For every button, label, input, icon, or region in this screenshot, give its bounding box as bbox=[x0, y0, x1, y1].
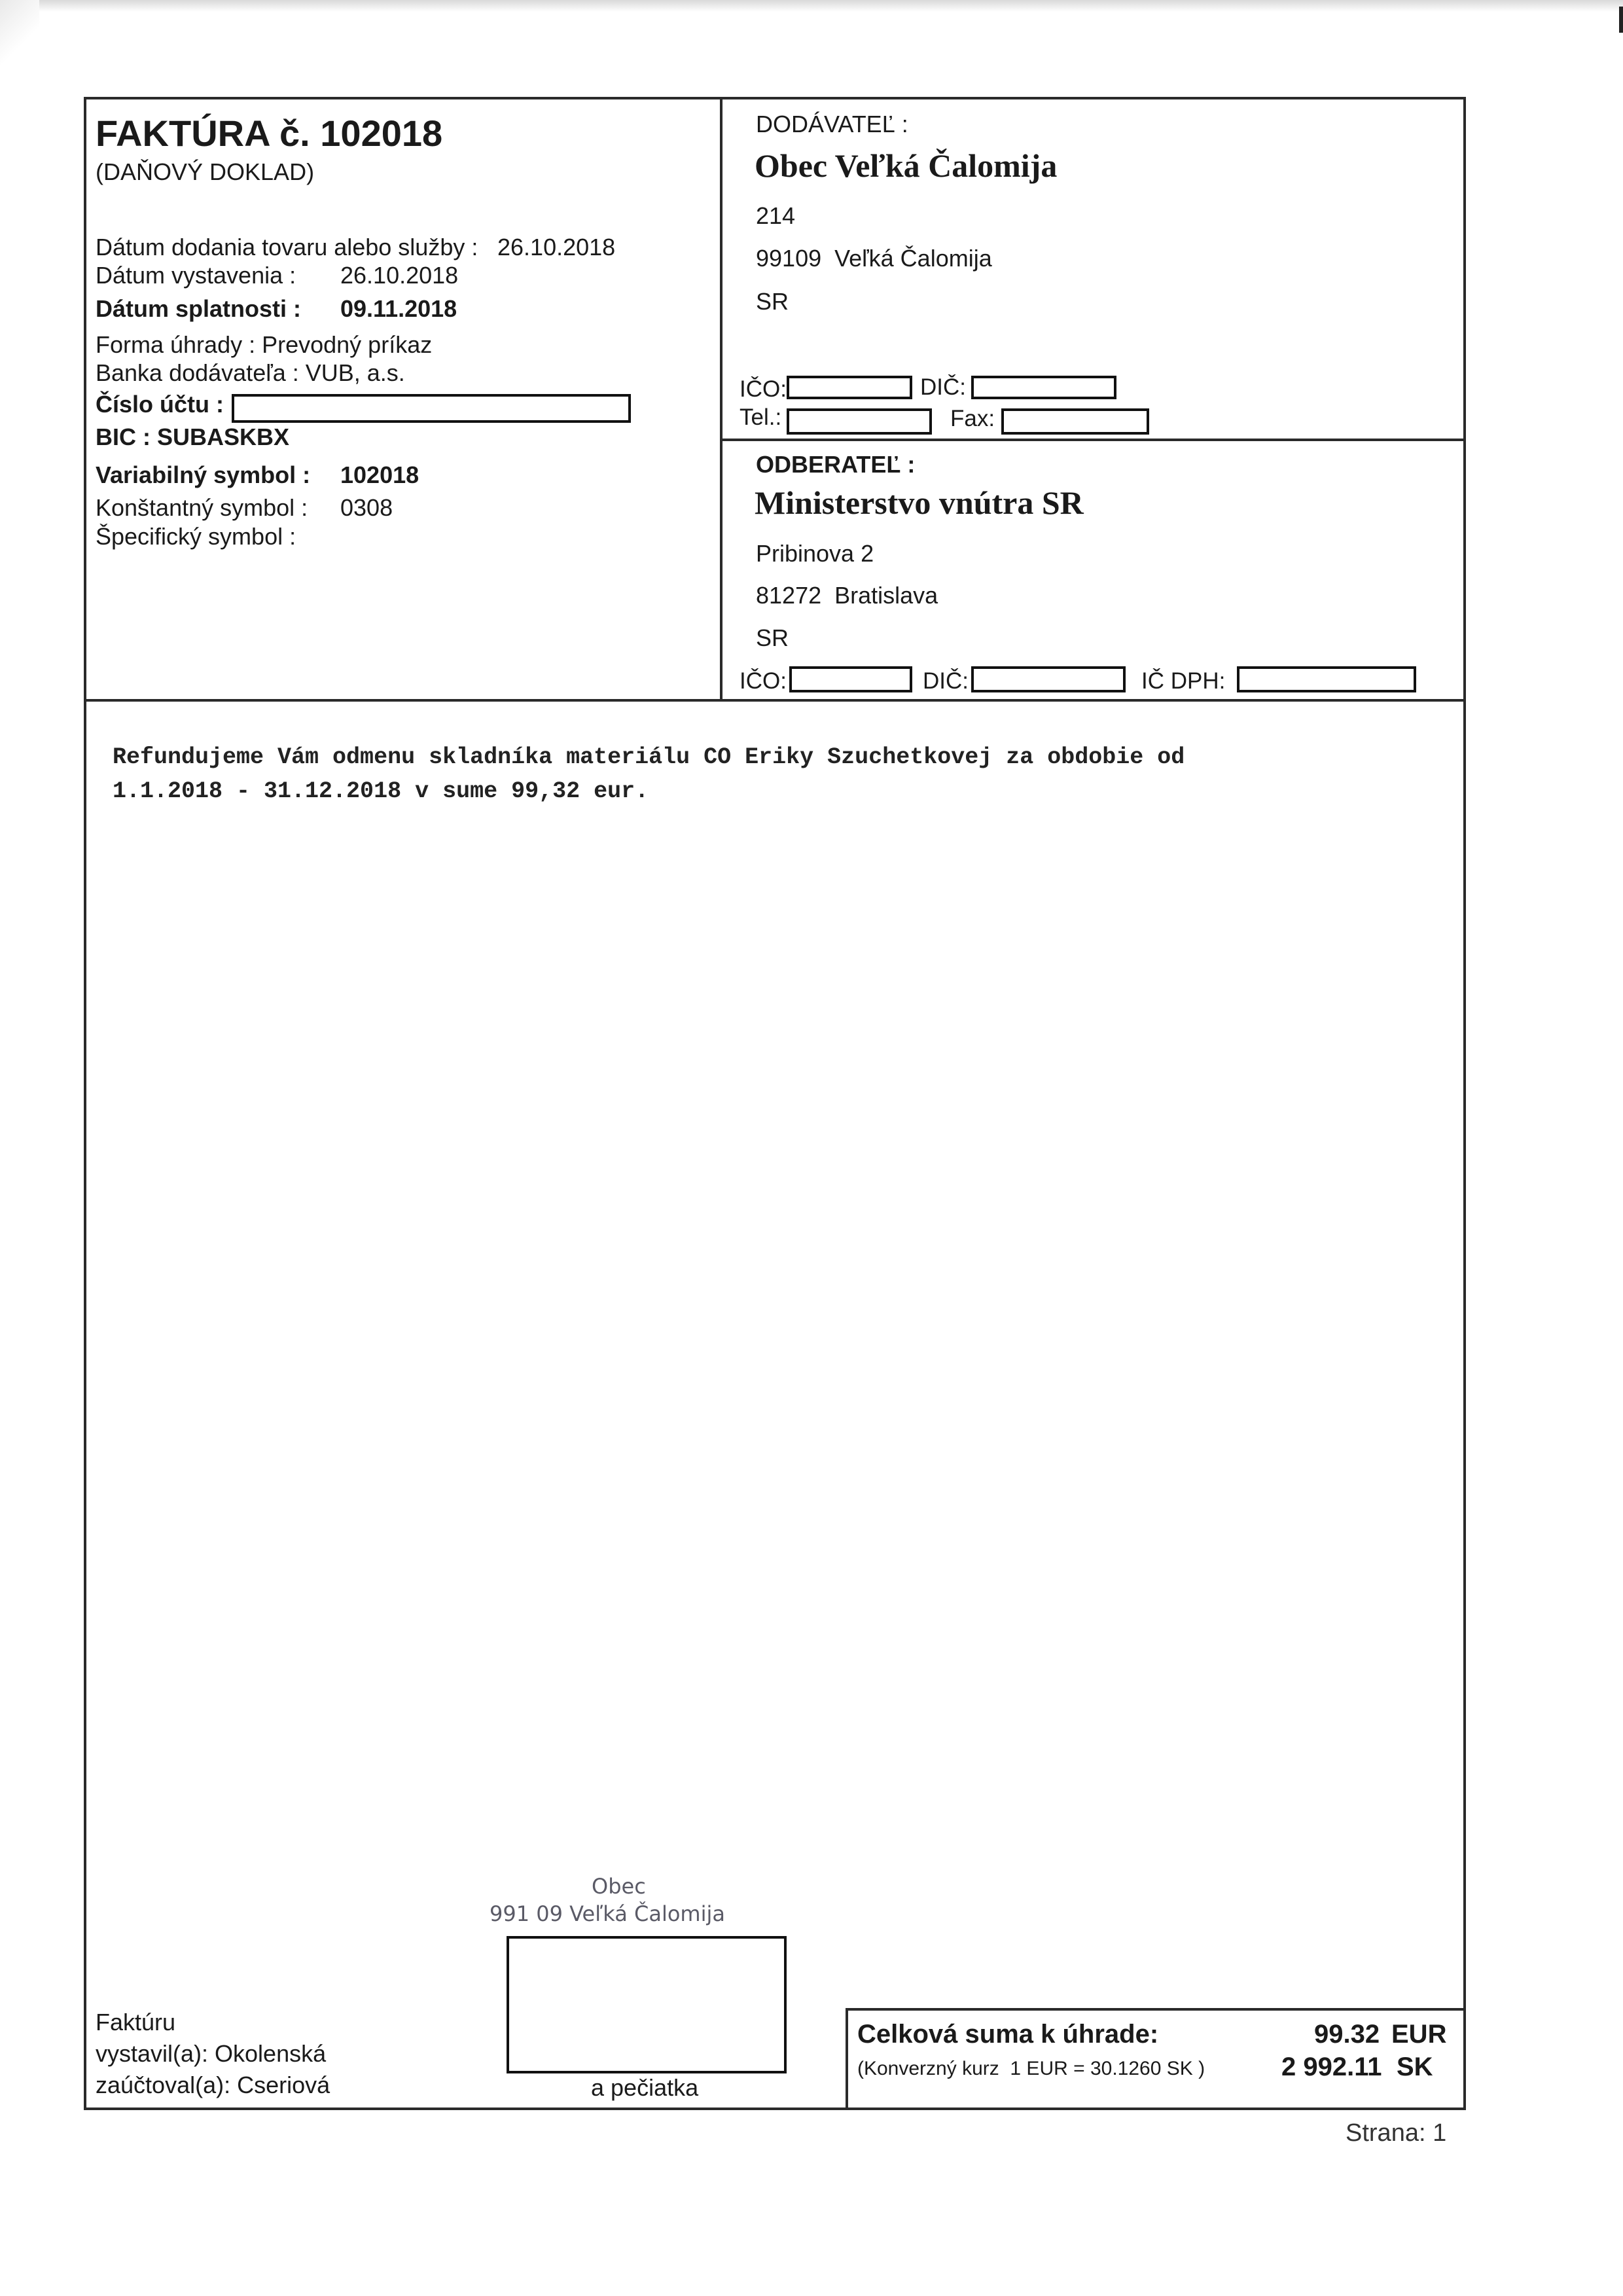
total-eur-currency: EUR bbox=[1391, 2020, 1447, 2049]
constant-symbol-value: 0308 bbox=[340, 494, 393, 521]
supplier-fax-redacted bbox=[1001, 408, 1149, 435]
constant-symbol-label: Konštantný symbol : bbox=[96, 494, 308, 521]
supplier-city: 99109 Veľká Čalomija bbox=[756, 245, 992, 272]
total-sk-value: 2 992.11 bbox=[1281, 2053, 1382, 2081]
frame-right-line bbox=[1463, 97, 1466, 2110]
scan-top-edge bbox=[0, 0, 1623, 12]
issued-by: vystavil(a): Okolenská bbox=[96, 2040, 327, 2067]
customer-city: 81272 Bratislava bbox=[756, 582, 938, 609]
frame-bottom-line bbox=[84, 2108, 1466, 2110]
customer-dic-label: DIČ: bbox=[923, 668, 969, 694]
delivery-date-label: Dátum dodania tovaru alebo služby : bbox=[96, 234, 478, 260]
invoice-subtitle: (DAŇOVÝ DOKLAD) bbox=[96, 158, 315, 185]
scan-corner-shadow bbox=[0, 0, 39, 72]
variable-symbol-label: Variabilný symbol : bbox=[96, 461, 311, 488]
supplier-ico-label: IČO: bbox=[740, 376, 787, 402]
supplier-fax-label: Fax: bbox=[950, 406, 995, 431]
stamp-line-1: Obec bbox=[592, 1874, 646, 1899]
account-number-label: Číslo účtu : bbox=[96, 391, 224, 418]
supplier-name: Obec Veľká Čalomija bbox=[755, 147, 1058, 184]
variable-symbol-value: 102018 bbox=[340, 461, 419, 488]
stamp-line-2: 991 09 Veľká Čalomija bbox=[490, 1901, 725, 1926]
total-eur-value: 99.32 bbox=[1314, 2020, 1380, 2049]
delivery-date-value: 26.10.2018 bbox=[497, 234, 616, 260]
customer-icdph-label: IČ DPH: bbox=[1141, 668, 1226, 694]
bic-code: BIC : SUBASKBX bbox=[96, 423, 290, 450]
account-number-redacted bbox=[232, 394, 631, 423]
total-box-left bbox=[846, 2008, 848, 2109]
total-label: Celková suma k úhrade: bbox=[857, 2020, 1159, 2049]
supplier-tel-label: Tel.: bbox=[740, 404, 782, 430]
conversion-rate: (Konverzný kurz 1 EUR = 30.1260 SK ) bbox=[857, 2058, 1205, 2079]
supplier-street: 214 bbox=[756, 202, 796, 229]
supplier-country: SR bbox=[756, 288, 789, 315]
supplier-heading: DODÁVATEĽ : bbox=[756, 111, 908, 137]
customer-icdph-redacted bbox=[1237, 666, 1416, 692]
supplier-dic-redacted bbox=[971, 376, 1116, 399]
due-date-value: 09.11.2018 bbox=[340, 295, 457, 322]
customer-country: SR bbox=[756, 624, 789, 651]
supplier-customer-divider bbox=[720, 439, 1466, 441]
header-bottom-line bbox=[84, 699, 1466, 702]
issue-date-label: Dátum vystavenia : bbox=[96, 262, 296, 289]
customer-ico-redacted bbox=[789, 666, 912, 692]
frame-top-line bbox=[84, 97, 1465, 99]
customer-heading: ODBERATEĽ : bbox=[756, 451, 916, 478]
body-text-line-1: Refundujeme Vám odmenu skladníka materiálu CO Eriky Szuchetkovej za obdobie od bbox=[113, 744, 1185, 770]
signature-box bbox=[507, 1936, 787, 2073]
supplier-bank: Banka dodávateľa : VUB, a.s. bbox=[96, 359, 405, 386]
supplier-dic-label: DIČ: bbox=[920, 374, 966, 400]
issue-date-value: 26.10.2018 bbox=[340, 262, 459, 289]
signature-caption: a pečiatka bbox=[591, 2074, 699, 2101]
supplier-ico-redacted bbox=[787, 376, 912, 399]
customer-dic-redacted bbox=[971, 666, 1126, 692]
supplier-tel-redacted bbox=[787, 408, 932, 435]
scan-edge-mark bbox=[1619, 7, 1623, 33]
page-number: Strana: 1 bbox=[1346, 2119, 1447, 2147]
specific-symbol-label: Špecifický symbol : bbox=[96, 523, 296, 550]
customer-name: Ministerstvo vnútra SR bbox=[755, 484, 1084, 521]
frame-left-line bbox=[84, 97, 86, 2110]
header-divider-vertical bbox=[720, 97, 722, 700]
accounted-by: zaúčtoval(a): Cseriová bbox=[96, 2072, 330, 2098]
total-sk-currency: SK bbox=[1397, 2053, 1433, 2081]
customer-street: Pribinova 2 bbox=[756, 540, 874, 567]
invoice-title: FAKTÚRA č. 102018 bbox=[96, 113, 443, 154]
body-text-line-2: 1.1.2018 - 31.12.2018 v sume 99,32 eur. bbox=[113, 778, 649, 804]
issued-label: Faktúru bbox=[96, 2009, 176, 2036]
customer-ico-label: IČO: bbox=[740, 668, 787, 694]
payment-form: Forma úhrady : Prevodný príkaz bbox=[96, 331, 433, 358]
due-date-label: Dátum splatnosti : bbox=[96, 295, 302, 322]
total-box-top bbox=[846, 2008, 1465, 2011]
